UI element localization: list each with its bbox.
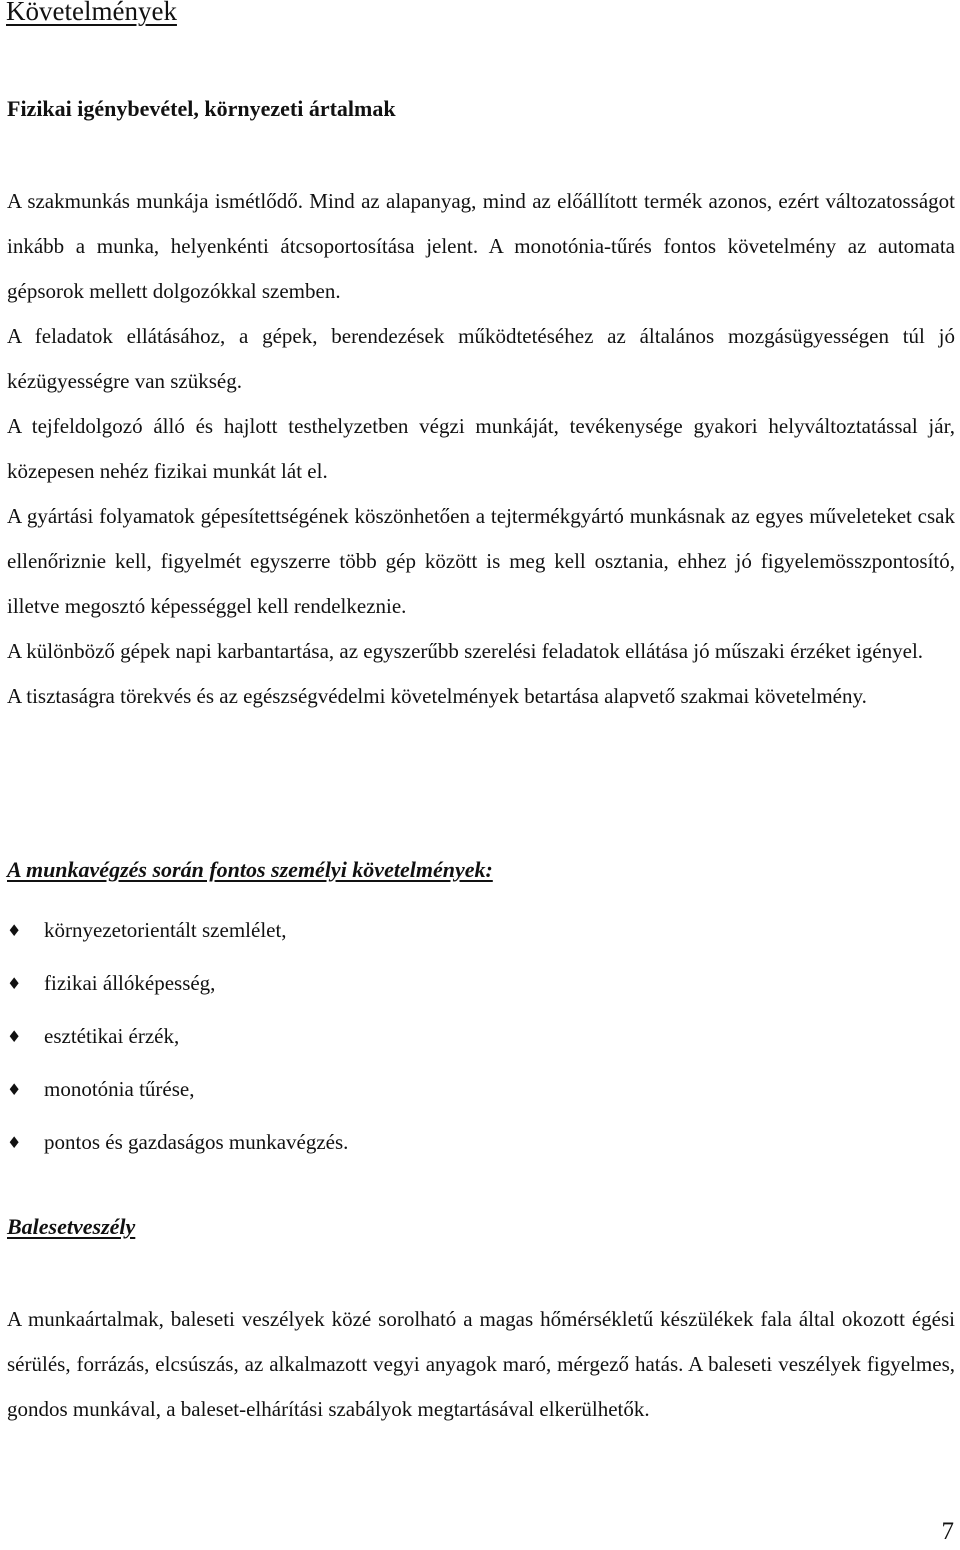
list-item-label: környezetorientált szemlélet, — [44, 918, 287, 942]
diamond-bullet-icon: ♦ — [7, 1133, 22, 1152]
paragraph-dexterity: A feladatok ellátásához, a gépek, berendezések működtetéséhez az általános mozgásügyességen túl jó kézügyességre van szükség. — [7, 324, 955, 393]
section-heading-physical-demands: Fizikai igénybevétel, környezeti ártalmak — [7, 96, 396, 121]
paragraph-posture: A tejfeldolgozó álló és hajlott testhelyzetben végzi munkáját, tevékenysége gyakori helyváltoztatással jár, közepesen nehéz fizikai munkát lát el. — [7, 414, 955, 483]
personal-requirements-heading: A munkavégzés során fontos személyi követelmények: — [7, 857, 493, 882]
list-item-label: fizikai állóképesség, — [44, 971, 216, 995]
diamond-bullet-icon: ♦ — [7, 1080, 22, 1099]
diamond-bullet-icon: ♦ — [7, 921, 22, 940]
list-item-label: esztétikai érzék, — [44, 1024, 180, 1048]
paragraph-attention: A gyártási folyamatok gépesítettségének köszönhetően a tejtermékgyártó munkásnak az egyes műveleteket csak ellenőriznie kell, figyelmét egyszerre több gép között is meg kell osztania, ehhez jó figyelemösszpontosító, illetve megosztó képességgel kell rendelkeznie. — [7, 504, 955, 618]
accident-hazard-heading: Balesetveszély — [7, 1214, 136, 1239]
list-item — [7, 957, 348, 1010]
accident-hazard-body — [7, 1297, 955, 1432]
list-item-label: monotónia tűrése, — [44, 1077, 195, 1101]
personal-requirements-list — [7, 904, 348, 1169]
list-item-label: pontos és gazdaságos munkavégzés. — [44, 1130, 349, 1154]
requirements-body — [7, 179, 955, 719]
paragraph-maintenance: A különböző gépek napi karbantartása, az egyszerűbb szerelési feladatok ellátása jó műszaki érzéket igényel. — [7, 639, 924, 663]
list-item — [7, 1063, 348, 1116]
list-item — [7, 1010, 348, 1063]
list-item — [7, 904, 348, 957]
paragraph-accident-hazards: A munkaártalmak, baleseti veszélyek közé sorolható a magas hőmérsékletű készülékek fala által okozott égési sérülés, forrázás, elcsúszás, az alkalmazott vegyi anyagok maró, mérgező hatás. A baleseti veszélyek figyelmes, gondos munkával, a baleset-elhárítási szabályok megtartásával elkerülhetők. — [7, 1307, 955, 1421]
paragraph-repetitive-work: A szakmunkás munkája ismétlődő. Mind az alapanyag, mind az előállított termék azonos, ezért változatosságot inkább a munka, helyenkénti átcsoportosítása jelent. A monotónia-tűrés fontos követelmény az automata gépsorok mellett dolgozókkal szemben. — [7, 189, 955, 303]
list-item — [7, 1116, 348, 1169]
paragraph-hygiene: A tisztaságra törekvés és az egészségvédelmi követelmények betartása alapvető szakmai követelmény. — [7, 684, 867, 708]
page-title: Követelmények — [6, 0, 177, 26]
page-number: 7 — [941, 1518, 954, 1545]
diamond-bullet-icon: ♦ — [7, 974, 22, 993]
diamond-bullet-icon: ♦ — [7, 1027, 22, 1046]
